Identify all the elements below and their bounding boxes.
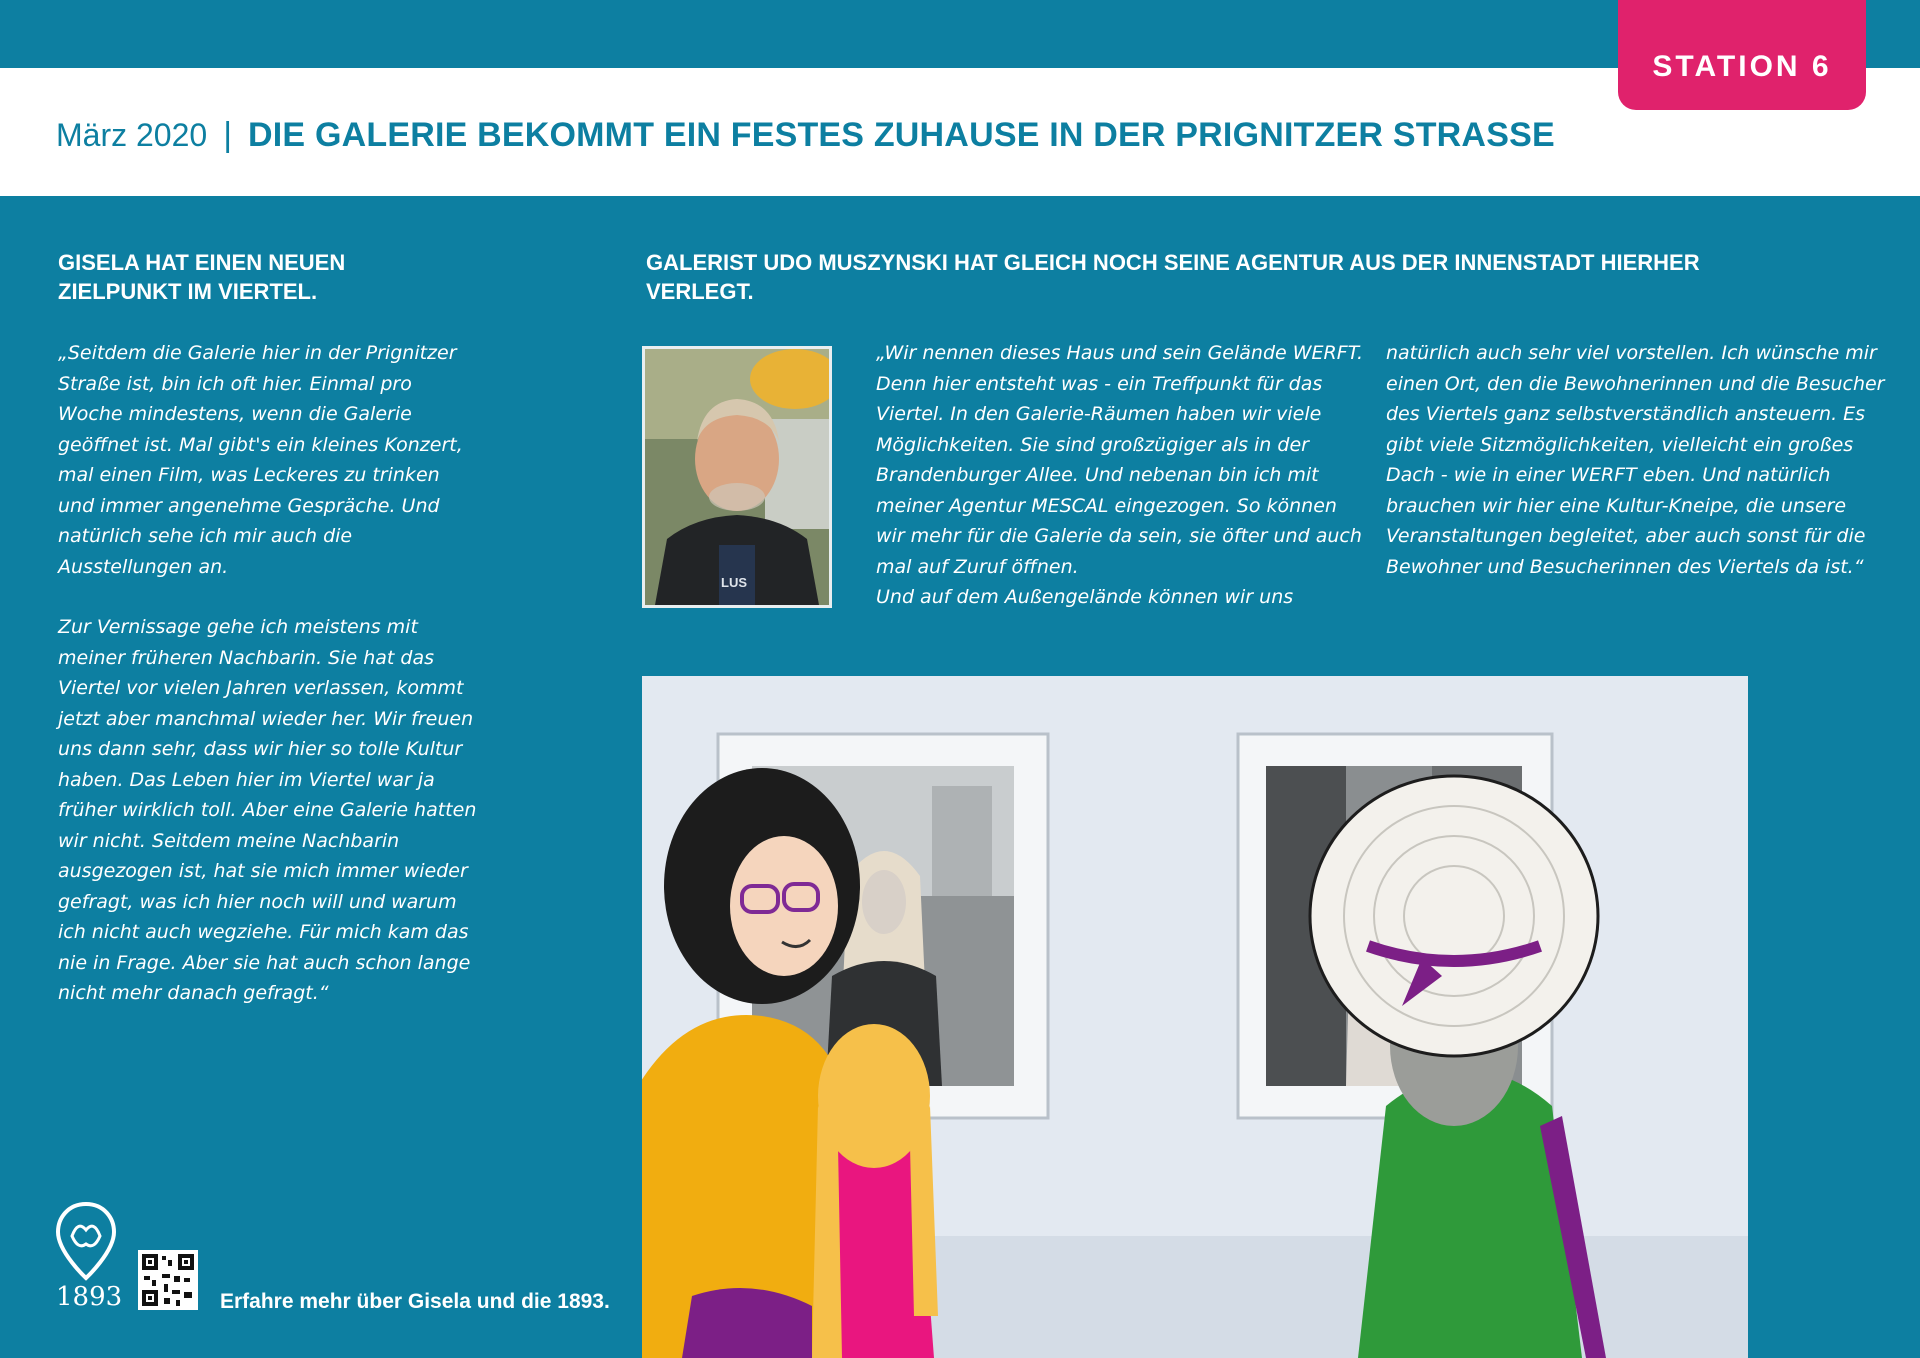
title-separator: | [223, 116, 233, 154]
left-heading: GISELA HAT EINEN NEUEN ZIELPUNKT IM VIERTEL. [58, 250, 346, 304]
date-label: März 2020 [56, 117, 208, 153]
gallery-illustration [642, 676, 1748, 1358]
udo-quote-column-1 [876, 338, 1366, 613]
gisela-paragraph-2: Zur Vernissage gehe ich meistens mit meiner früheren Nachbarin. Sie hat das Viertel vor vielen Jahren verlassen, kommt jetzt aber manchmal wieder her. Wir freuen uns dann sehr, dass wir hier so tolle Kultur haben. Das Leben hier im Viertel war ja früher wirklich toll. Aber eine Galerie hatten wir nicht. Seitdem meine Nachbarin ausgezogen ist, hat sie mich immer wieder gefragt, was ich hier noch will und warum ich nicht auch wegziehe. Für mich kam das nie in Frage. Aber sie hat auch schon lange nicht mehr danach gefragt.“ [58, 616, 477, 1004]
shirt-text: LUS [721, 575, 747, 590]
udo-paragraph-2: Und auf dem Außengelände können wir uns [876, 586, 1294, 608]
station-badge: STATION 6 [1618, 0, 1866, 110]
logo-icon [54, 1200, 118, 1289]
title-line [56, 116, 1555, 155]
right-heading: GALERIST UDO MUSZYNSKI HAT GLEICH NOCH SEINE AGENTUR AUS DER INNENSTADT HIERHER VERLEGT. [646, 250, 1700, 304]
gisela-paragraph-1: „Seitdem die Galerie hier in der Prignitzer Straße ist, bin ich oft hier. Einmal pro Woche mindestens, wenn die Galerie geöffnet ist. Mal gibt's ein kleines Konzert, mal einen Film, was Leckeres zu trinken und immer angenehme Gespräche. Und natürlich sehe ich mir auch die Ausstellungen an. [58, 342, 463, 578]
udo-paragraph-1: „Wir nennen dieses Haus und sein Gelände WERFT. Denn hier entsteht was - ein Treffpunkt für das Viertel. In den Galerie-Räumen haben wir viele Möglichkeiten. Sie sind großzügiger als in der Brandenburger Allee. Und nebenan bin ich mit meiner Agentur MESCAL eingezogen. So können wir mehr für die Galerie da sein, sie öfter und auch mal auf Zuruf öffnen. [876, 342, 1364, 578]
qr-code-icon[interactable] [138, 1250, 198, 1310]
logo-year: 1893 [56, 1282, 123, 1312]
gisela-quote [58, 338, 478, 1009]
page-title: DIE GALERIE BEKOMMT EIN FESTES ZUHAUSE IN DER PRIGNITZER STRASSE [248, 116, 1555, 154]
footer-link-text[interactable]: Erfahre mehr über Gisela und die 1893. [220, 1290, 610, 1313]
udo-quote-column-2 [1386, 338, 1886, 582]
udo-paragraph-3: natürlich auch sehr viel vorstellen. Ich wünsche mir einen Ort, den die Bewohnerinnen und die Besucher des Viertels ganz selbstverständlich ansteuern. Es gibt viele Sitzmöglichkeiten, vielleicht ein großes Dach - wie in einer WERFT eben. Und natürlich brauchen wir hier eine Kultur-Kneipe, die unsere Veranstaltungen begleitet, aber auch sonst für die Bewohner und Besucherinnen des Viertels da ist.“ [1386, 342, 1885, 578]
udo-portrait-photo [642, 346, 832, 608]
